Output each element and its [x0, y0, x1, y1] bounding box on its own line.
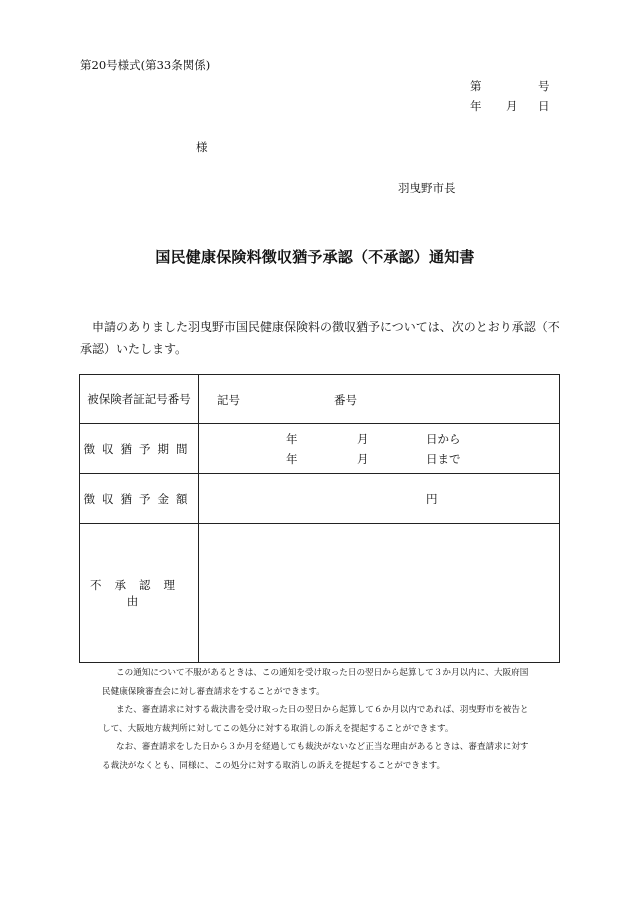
period-label: 徴収猶予期間 [80, 424, 199, 474]
note-exception: なお、審査請求をした日から３か月を経過しても裁決がないなど正当な理由があるときは、審査請求に対する裁決がなくとも、同様に、この処分に対する取消しの訴えを提起することができます。 [102, 742, 529, 771]
document-title: 国民健康保険料徴収猶予承認（不承認）通知書 [155, 248, 475, 266]
period-to-day: 日まで [426, 452, 461, 466]
form-number: 第20号様式(第33条関係) [80, 58, 211, 72]
issuer: 羽曳野市長 [398, 181, 456, 195]
period-value [199, 424, 560, 474]
table-row [80, 474, 560, 524]
document-number-suffix: 号 [538, 79, 550, 93]
details-table [79, 374, 560, 663]
table-row [80, 424, 560, 474]
date-day: 日 [538, 99, 550, 113]
period-to-month: 月 [357, 452, 369, 466]
period-from-year: 年 [286, 432, 298, 446]
body-text: 申請のありました羽曳野市国民健康保険料の徴収猶予については、次のとおり承認（不承認）いたします。 [80, 320, 560, 356]
amount-value [199, 474, 560, 524]
insurance-card-label: 被保険者証記号番号 [80, 375, 199, 424]
amount-unit: 円 [426, 492, 438, 506]
addressee-suffix: 様 [196, 140, 208, 154]
reason-label: 不承認理由 [80, 524, 199, 663]
kigou-label: 記号 [217, 393, 240, 407]
table-row [80, 524, 560, 663]
reason-value [199, 524, 560, 663]
note-lawsuit: また、審査請求に対する裁決書を受け取った日の翌日から起算して６か月以内であれば、羽曳野市を被告として、大阪地方裁判所に対してこの処分に対する取消しの訴えを提起することができます。 [102, 705, 529, 734]
bangou-label: 番号 [334, 393, 357, 407]
period-from-month: 月 [357, 432, 369, 446]
insurance-card-value [199, 375, 560, 424]
note-appeal: この通知について不服があるときは、この通知を受け取った日の翌日から起算して３か月以内に、大阪府国民健康保険審査会に対し審査請求をすることができます。 [102, 668, 529, 697]
notes [102, 664, 532, 775]
period-from-day: 日から [426, 432, 461, 446]
document-number-prefix: 第 [470, 79, 482, 93]
table-row [80, 375, 560, 424]
period-to-year: 年 [286, 452, 298, 466]
date-year: 年 [470, 99, 482, 113]
date-month: 月 [506, 99, 518, 113]
amount-label: 徴収猶予金額 [80, 474, 199, 524]
